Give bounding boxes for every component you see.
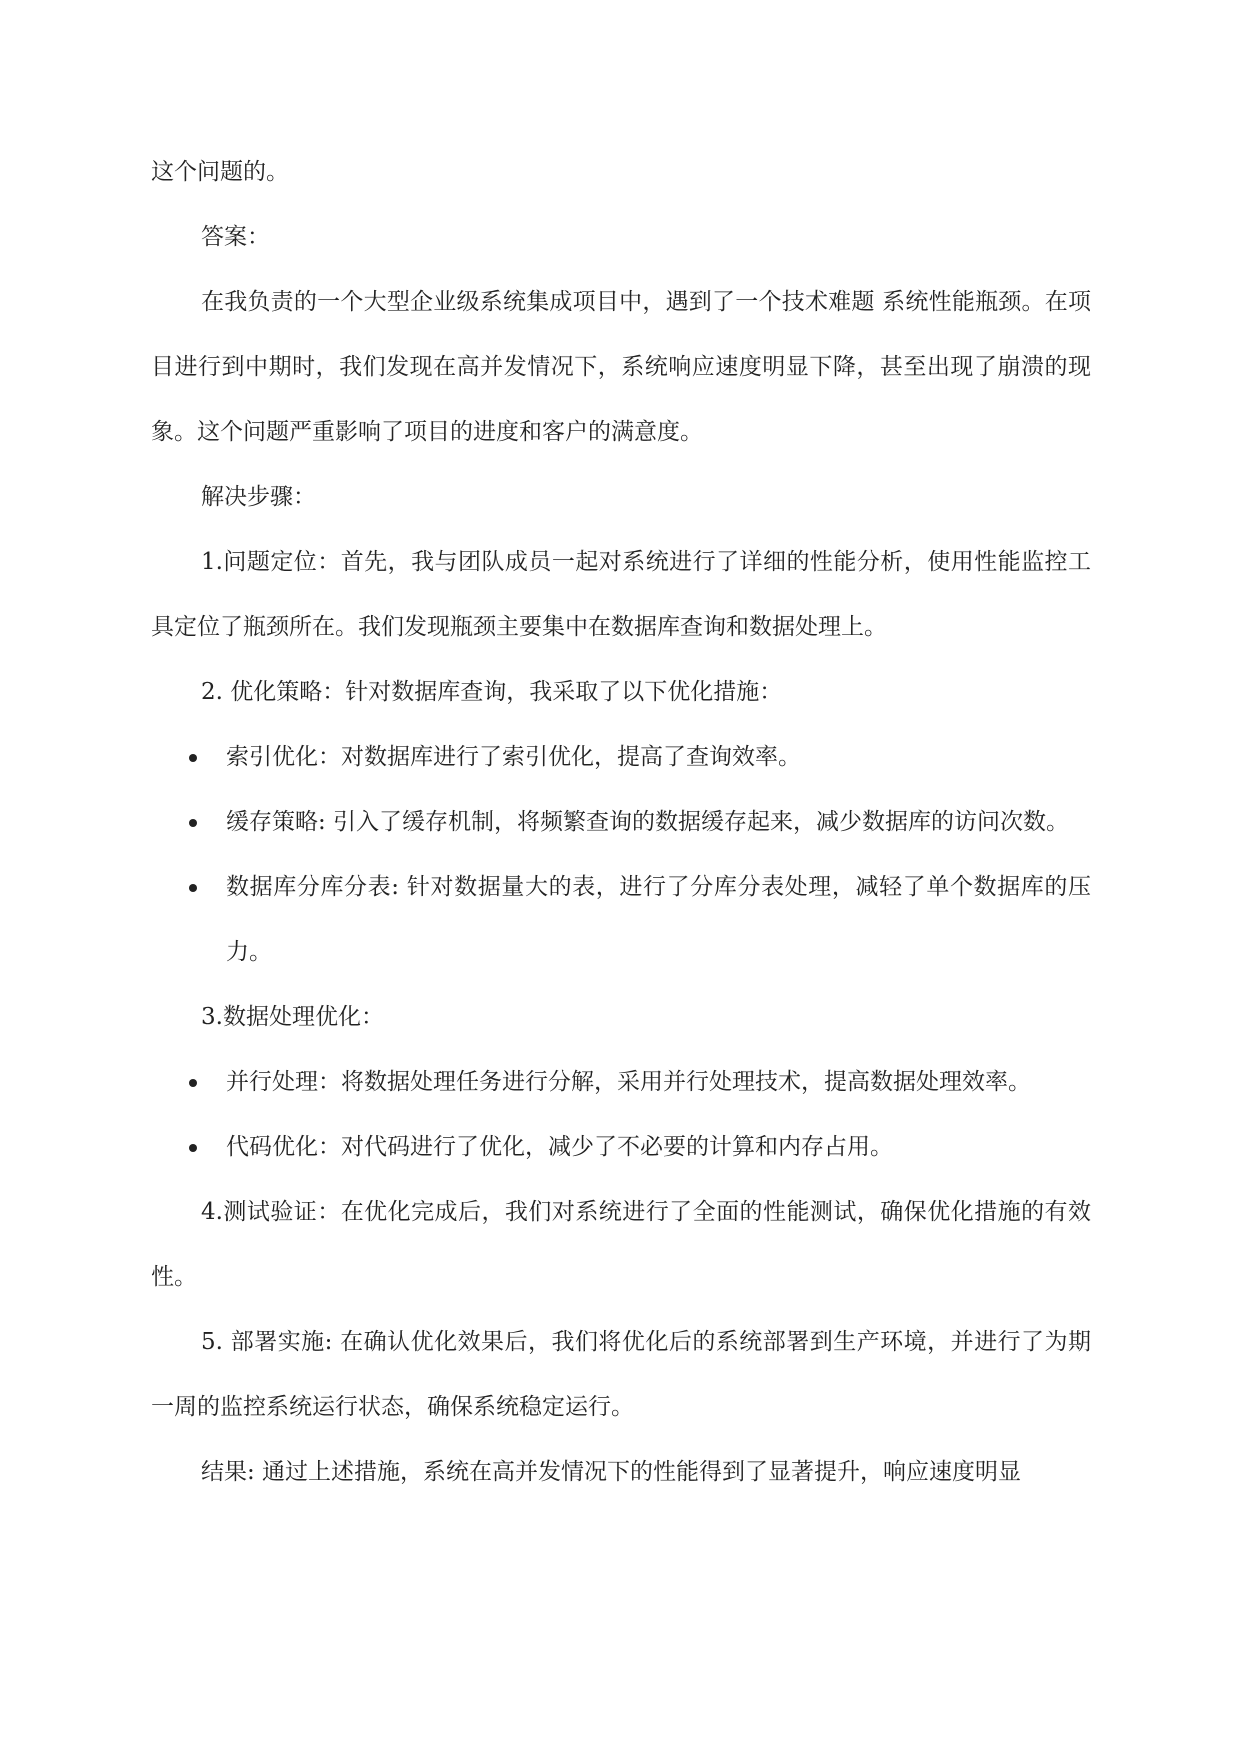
step-3-data-processing: 3.数据处理优化： xyxy=(201,1004,384,1030)
bullet-icon xyxy=(189,1079,197,1087)
data-processing-list xyxy=(151,1050,1091,1180)
paragraph-background: 在我负责的一个大型企业级系统集成项目中，遇到了一个技术难题 系统性能瓶颈。在项目进行到中期时，我们发现在高并发情况下，系统响应速度明显下降，甚至出现了崩溃的现象。这个问题严重影响了项目的进度和客户的满意度。 xyxy=(151,289,1091,445)
answer-label: 答案： xyxy=(201,224,270,250)
list-item-text: 缓存策略: 引入了缓存机制，将频繁查询的数据缓存起来，减少数据库的访问次数。 xyxy=(226,809,1070,835)
list-item-text: 数据库分库分表: 针对数据量大的表，进行了分库分表处理，减轻了单个数据库的压力。 xyxy=(226,874,1091,965)
list-item xyxy=(151,855,1091,985)
bullet-icon xyxy=(189,884,197,892)
step-4-testing: 4.测试验证：在优化完成后，我们对系统进行了全面的性能测试，确保优化措施的有效性。 xyxy=(151,1199,1091,1290)
step-1-problem-location: 1.问题定位：首先，我与团队成员一起对系统进行了详细的性能分析，使用性能监控工具定位了瓶颈所在。我们发现瓶颈主要集中在数据库查询和数据处理上。 xyxy=(151,549,1091,640)
list-item xyxy=(151,1050,1091,1115)
result-paragraph: 结果: 通过上述措施，系统在高并发情况下的性能得到了显著提升，响应速度明显 xyxy=(201,1459,1022,1485)
document-body xyxy=(151,140,1091,1505)
list-item-text: 索引优化：对数据库进行了索引优化，提高了查询效率。 xyxy=(226,744,801,770)
paragraph-continuation: 这个问题的。 xyxy=(151,159,289,185)
bullet-icon xyxy=(189,754,197,762)
list-item-text: 并行处理：将数据处理任务进行分解，采用并行处理技术，提高数据处理效率。 xyxy=(226,1069,1031,1095)
bullet-icon xyxy=(189,1144,197,1152)
list-item-text: 代码优化：对代码进行了优化，减少了不必要的计算和内存占用。 xyxy=(226,1134,893,1160)
list-item xyxy=(151,790,1091,855)
db-optimization-list xyxy=(151,725,1091,985)
step-5-deployment: 5. 部署实施: 在确认优化效果后，我们将优化后的系统部署到生产环境，并进行了为期一周的监控系统运行状态，确保系统稳定运行。 xyxy=(151,1329,1091,1420)
step-2-optimization-strategy: 2. 优化策略：针对数据库查询，我采取了以下优化措施： xyxy=(201,679,783,705)
list-item xyxy=(151,725,1091,790)
list-item xyxy=(151,1115,1091,1180)
steps-heading: 解决步骤： xyxy=(201,484,316,510)
bullet-icon xyxy=(189,819,197,827)
